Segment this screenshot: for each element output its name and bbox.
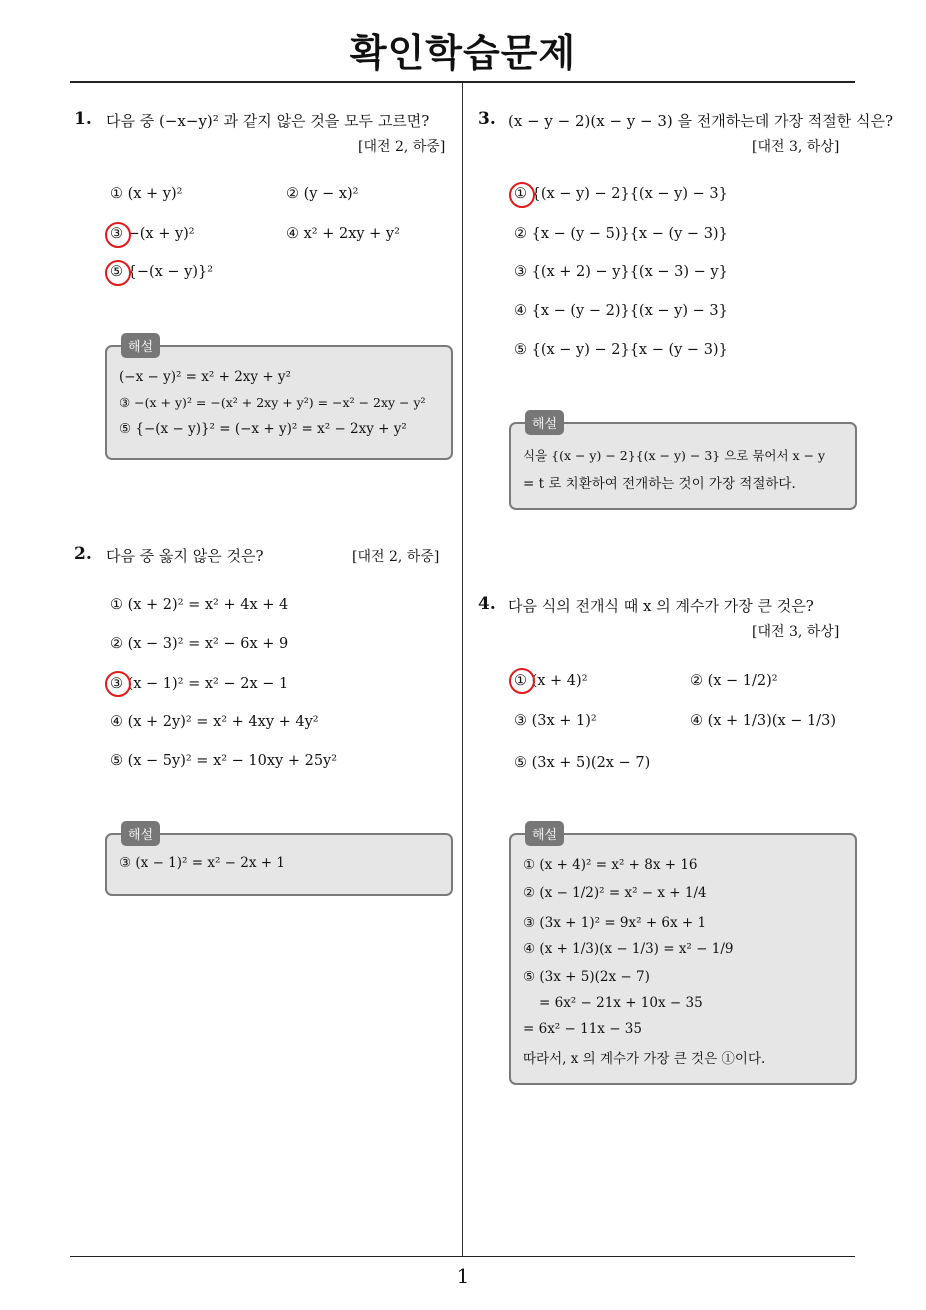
choice-5[interactable]: ⑤ (3x + 5)(2x − 7) [514, 755, 651, 771]
choice-5[interactable]: ⑤ {−(x − y)}² [110, 264, 214, 280]
solution-line: ③ −(x + y)² = −(x² + 2xy + y²) = −x² − 2xy − y² [119, 395, 426, 410]
choice-1[interactable]: ① (x + y)² [110, 186, 183, 202]
question-text: (x − y − 2)(x − y − 3) 을 전개하는데 가장 적절한 식은? [508, 112, 894, 130]
choice-3[interactable]: ③ −(x + y)² [110, 226, 195, 242]
question-text: 다음 식의 전개식 때 x 의 계수가 가장 큰 것은? [508, 597, 814, 615]
choice-5[interactable]: ⑤ (x − 5y)² = x² − 10xy + 25y² [110, 753, 338, 769]
solution-line: ⑤ {−(x − y)}² = (−x + y)² = x² − 2xy + y² [119, 421, 407, 437]
choice-5[interactable]: ⑤ {(x − y) − 2}{x − (y − 3)} [514, 342, 728, 358]
solution-line: ③ (x − 1)² = x² − 2x + 1 [119, 855, 285, 871]
question-meta: [대전 2, 하중] [352, 549, 440, 565]
page-number: 1 [456, 1264, 470, 1288]
question-meta: [대전 3, 하상] [752, 139, 840, 155]
column-divider [462, 83, 463, 1256]
question-text: 다음 중 (−x−y)² 과 같지 않은 것을 모두 고르면? [106, 112, 430, 130]
choice-2[interactable]: ② (x − 1/2)² [690, 673, 778, 689]
question-meta: [대전 2, 하중] [358, 139, 446, 155]
choice-2[interactable]: ② (x − 3)² = x² − 6x + 9 [110, 636, 289, 652]
answer-mark [105, 260, 131, 286]
choice-2[interactable]: ② (y − x)² [286, 186, 359, 202]
solution-box [105, 828, 453, 896]
question-number: 1. [74, 109, 92, 129]
solution-line: ② (x − 1/2)² = x² − x + 1/4 [523, 885, 707, 901]
answer-mark [509, 668, 535, 694]
answer-mark [509, 182, 535, 208]
solution-line: ④ (x + 1/3)(x − 1/3) = x² − 1/9 [523, 941, 734, 957]
solution-line: ⑤ (3x + 5)(2x − 7) [523, 969, 650, 985]
choice-4[interactable]: ④ x² + 2xy + y² [286, 226, 400, 242]
bottom-rule [70, 1256, 855, 1257]
solution-tag: 해설 [121, 333, 160, 358]
question-number: 2. [74, 544, 92, 564]
choice-1[interactable]: ① (x + 2)² = x² + 4x + 4 [110, 597, 289, 613]
choice-3[interactable]: ③ {(x + 2) − y}{(x − 3) − y} [514, 264, 728, 280]
solution-tag: 해설 [525, 821, 564, 846]
choice-2[interactable]: ② {x − (y − 5)}{x − (y − 3)} [514, 226, 728, 242]
solution-line: 따라서, x 의 계수가 가장 큰 것은 ①이다. [523, 1051, 766, 1067]
choice-4[interactable]: ④ {x − (y − 2)}{(x − y) − 3} [514, 303, 728, 319]
solution-tag: 해설 [121, 821, 160, 846]
answer-mark [105, 222, 131, 248]
choice-1[interactable]: ① (x + 4)² [514, 673, 588, 689]
question-meta: [대전 3, 하상] [752, 624, 840, 640]
choice-3[interactable]: ③ (x − 1)² = x² − 2x − 1 [110, 676, 289, 692]
question-text: 다음 중 옳지 않은 것은? [106, 547, 264, 565]
choice-1[interactable]: ① {(x − y) − 2}{(x − y) − 3} [514, 186, 728, 202]
answer-mark [105, 671, 131, 697]
solution-box [105, 340, 453, 460]
solution-tag: 해설 [525, 410, 564, 435]
solution-box [509, 417, 857, 510]
solution-line: ③ (3x + 1)² = 9x² + 6x + 1 [523, 915, 707, 931]
solution-line: = t 로 치환하여 전개하는 것이 가장 적절하다. [523, 476, 796, 492]
page-title: 확인학습문제 [349, 31, 577, 75]
choice-3[interactable]: ③ (3x + 1)² [514, 713, 597, 729]
solution-line: 식을 {(x − y) − 2}{(x − y) − 3} 으로 묶어서 x − y [523, 448, 826, 463]
solution-line: ① (x + 4)² = x² + 8x + 16 [523, 857, 698, 873]
choice-4[interactable]: ④ (x + 2y)² = x² + 4xy + 4y² [110, 714, 319, 730]
solution-line: (−x − y)² = x² + 2xy + y² [119, 369, 291, 385]
solution-box [509, 828, 857, 1085]
solution-line: = 6x² − 11x − 35 [523, 1021, 642, 1037]
choice-4[interactable]: ④ (x + 1/3)(x − 1/3) [690, 713, 836, 729]
question-number: 4. [478, 594, 496, 614]
question-number: 3. [478, 109, 496, 129]
solution-line: = 6x² − 21x + 10x − 35 [539, 995, 703, 1011]
